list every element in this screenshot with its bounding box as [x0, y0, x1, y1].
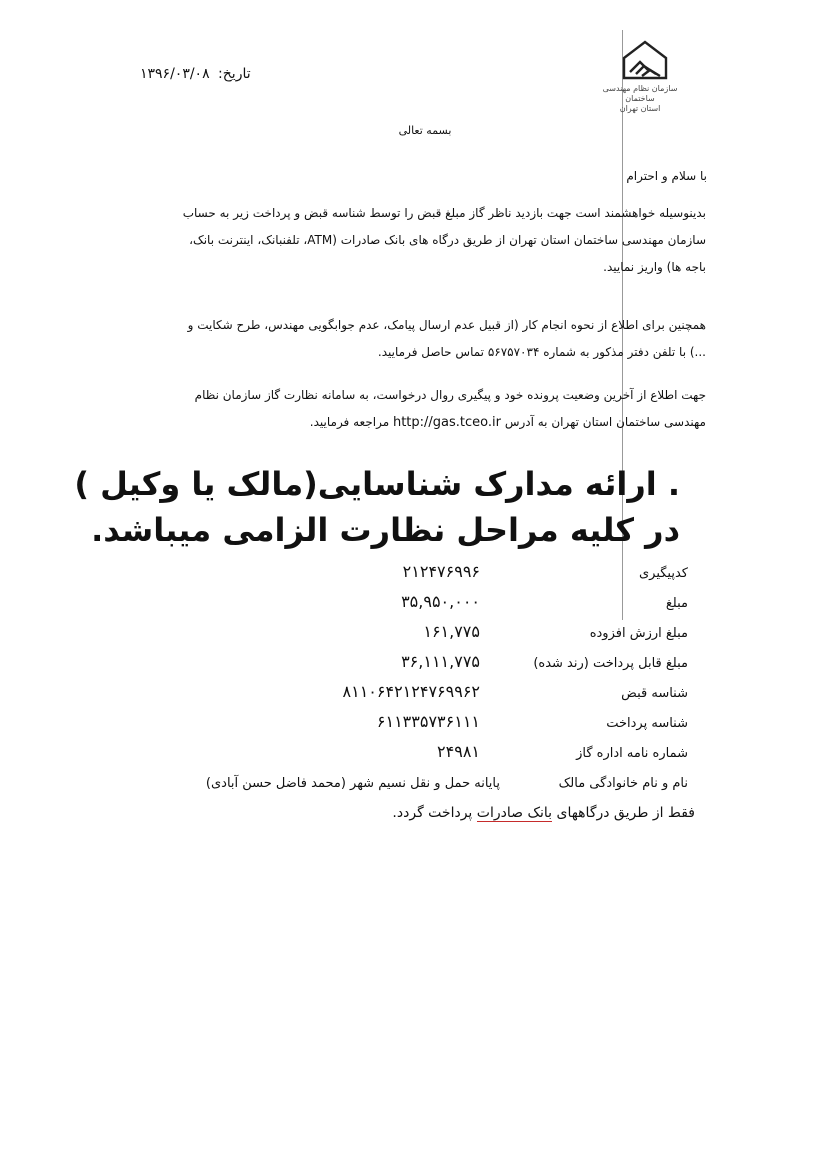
greeting: با سلام و احترام [626, 169, 707, 183]
detail-row-gas-office-letter: شماره نامه اداره گاز ۲۴۹۸۱ [437, 742, 688, 761]
bill-details-table [120, 560, 688, 800]
basmala-heading: بسمه تعالی [398, 124, 452, 137]
id-documents-notice-line2: در کلیه مراحل نظارت الزامی میباشد. [91, 511, 680, 549]
detail-row-amount: مبلغ ۳۵,۹۵۰,۰۰۰ [401, 592, 688, 611]
logo-caption: سازمان نظام مهندسی ساختمان استان تهران [602, 84, 678, 113]
detail-row-payment-id: شناسه پرداخت ۶۱۱۳۳۵۷۳۶۱۱۱ [376, 712, 688, 731]
contact-paragraph: همچنین برای اطلاع از نحوه انجام کار (از قبیل عدم ارسال پیامک، عدم جوابگویی مهندس، طرح شکایت و ...) با تلفن دفتر مذکور به شماره ۵۶۷۵۷۰۳۴ تماس حاصل فرمایید. [187, 318, 706, 359]
id-documents-notice-line1: . ارائه مدارک شناسایی(مالک یا وکیل ) [74, 465, 680, 503]
date-value: ۱۳۹۶/۰۳/۰۸ [140, 66, 210, 82]
payment-bank-note: فقط از طریق درگاههای بانک صادرات پرداخت گردد. [392, 805, 695, 821]
detail-row-payable-amount: مبلغ قابل پرداخت (رند شده) ۳۶,۱۱۱,۷۷۵ [401, 652, 688, 671]
detail-row-tracking-code: کدپیگیری ۲۱۲۴۷۶۹۹۶ [402, 562, 688, 581]
detail-row-owner-name: نام و نام خانوادگی مالک پایانه حمل و نقل نسیم شهر (محمد فاضل حسن آبادی) [205, 776, 688, 791]
detail-row-vat: مبلغ ارزش افزوده ۱۶۱,۷۷۵ [423, 622, 688, 641]
status-tracking-paragraph: جهت اطلاع از آخرین وضعیت پرونده خود و پیگیری روال درخواست، به سامانه نظارت گاز سازمان نظام مهندسی ساختمان استان تهران به آدرس http://gas.tceo.ir مراجعه فرمایید. [194, 388, 706, 430]
date-label: تاریخ: [218, 66, 251, 82]
bank-name-underlined: بانک صادرات [476, 805, 553, 821]
detail-row-bill-id: شناسه قبض ۸۱۱۰۶۴۲۱۲۴۷۶۹۹۶۲ [342, 682, 688, 701]
tracking-url: http://gas.tceo.ir [392, 415, 501, 430]
letter-date [140, 66, 251, 82]
organization-logo [600, 40, 680, 122]
building-emblem-icon [622, 40, 668, 82]
payment-instructions-paragraph: بدینوسیله خواهشمند است جهت بازدید ناظر گاز مبلغ قبض را توسط شناسه قبض و پرداخت زیر به حساب سازمان مهندسی ساختمان استان تهران از طریق درگاه های بانک صادرات (ATM، تلفنبانک، اینترنت بانک، باجه ها) واریز نمایید. [182, 206, 706, 274]
